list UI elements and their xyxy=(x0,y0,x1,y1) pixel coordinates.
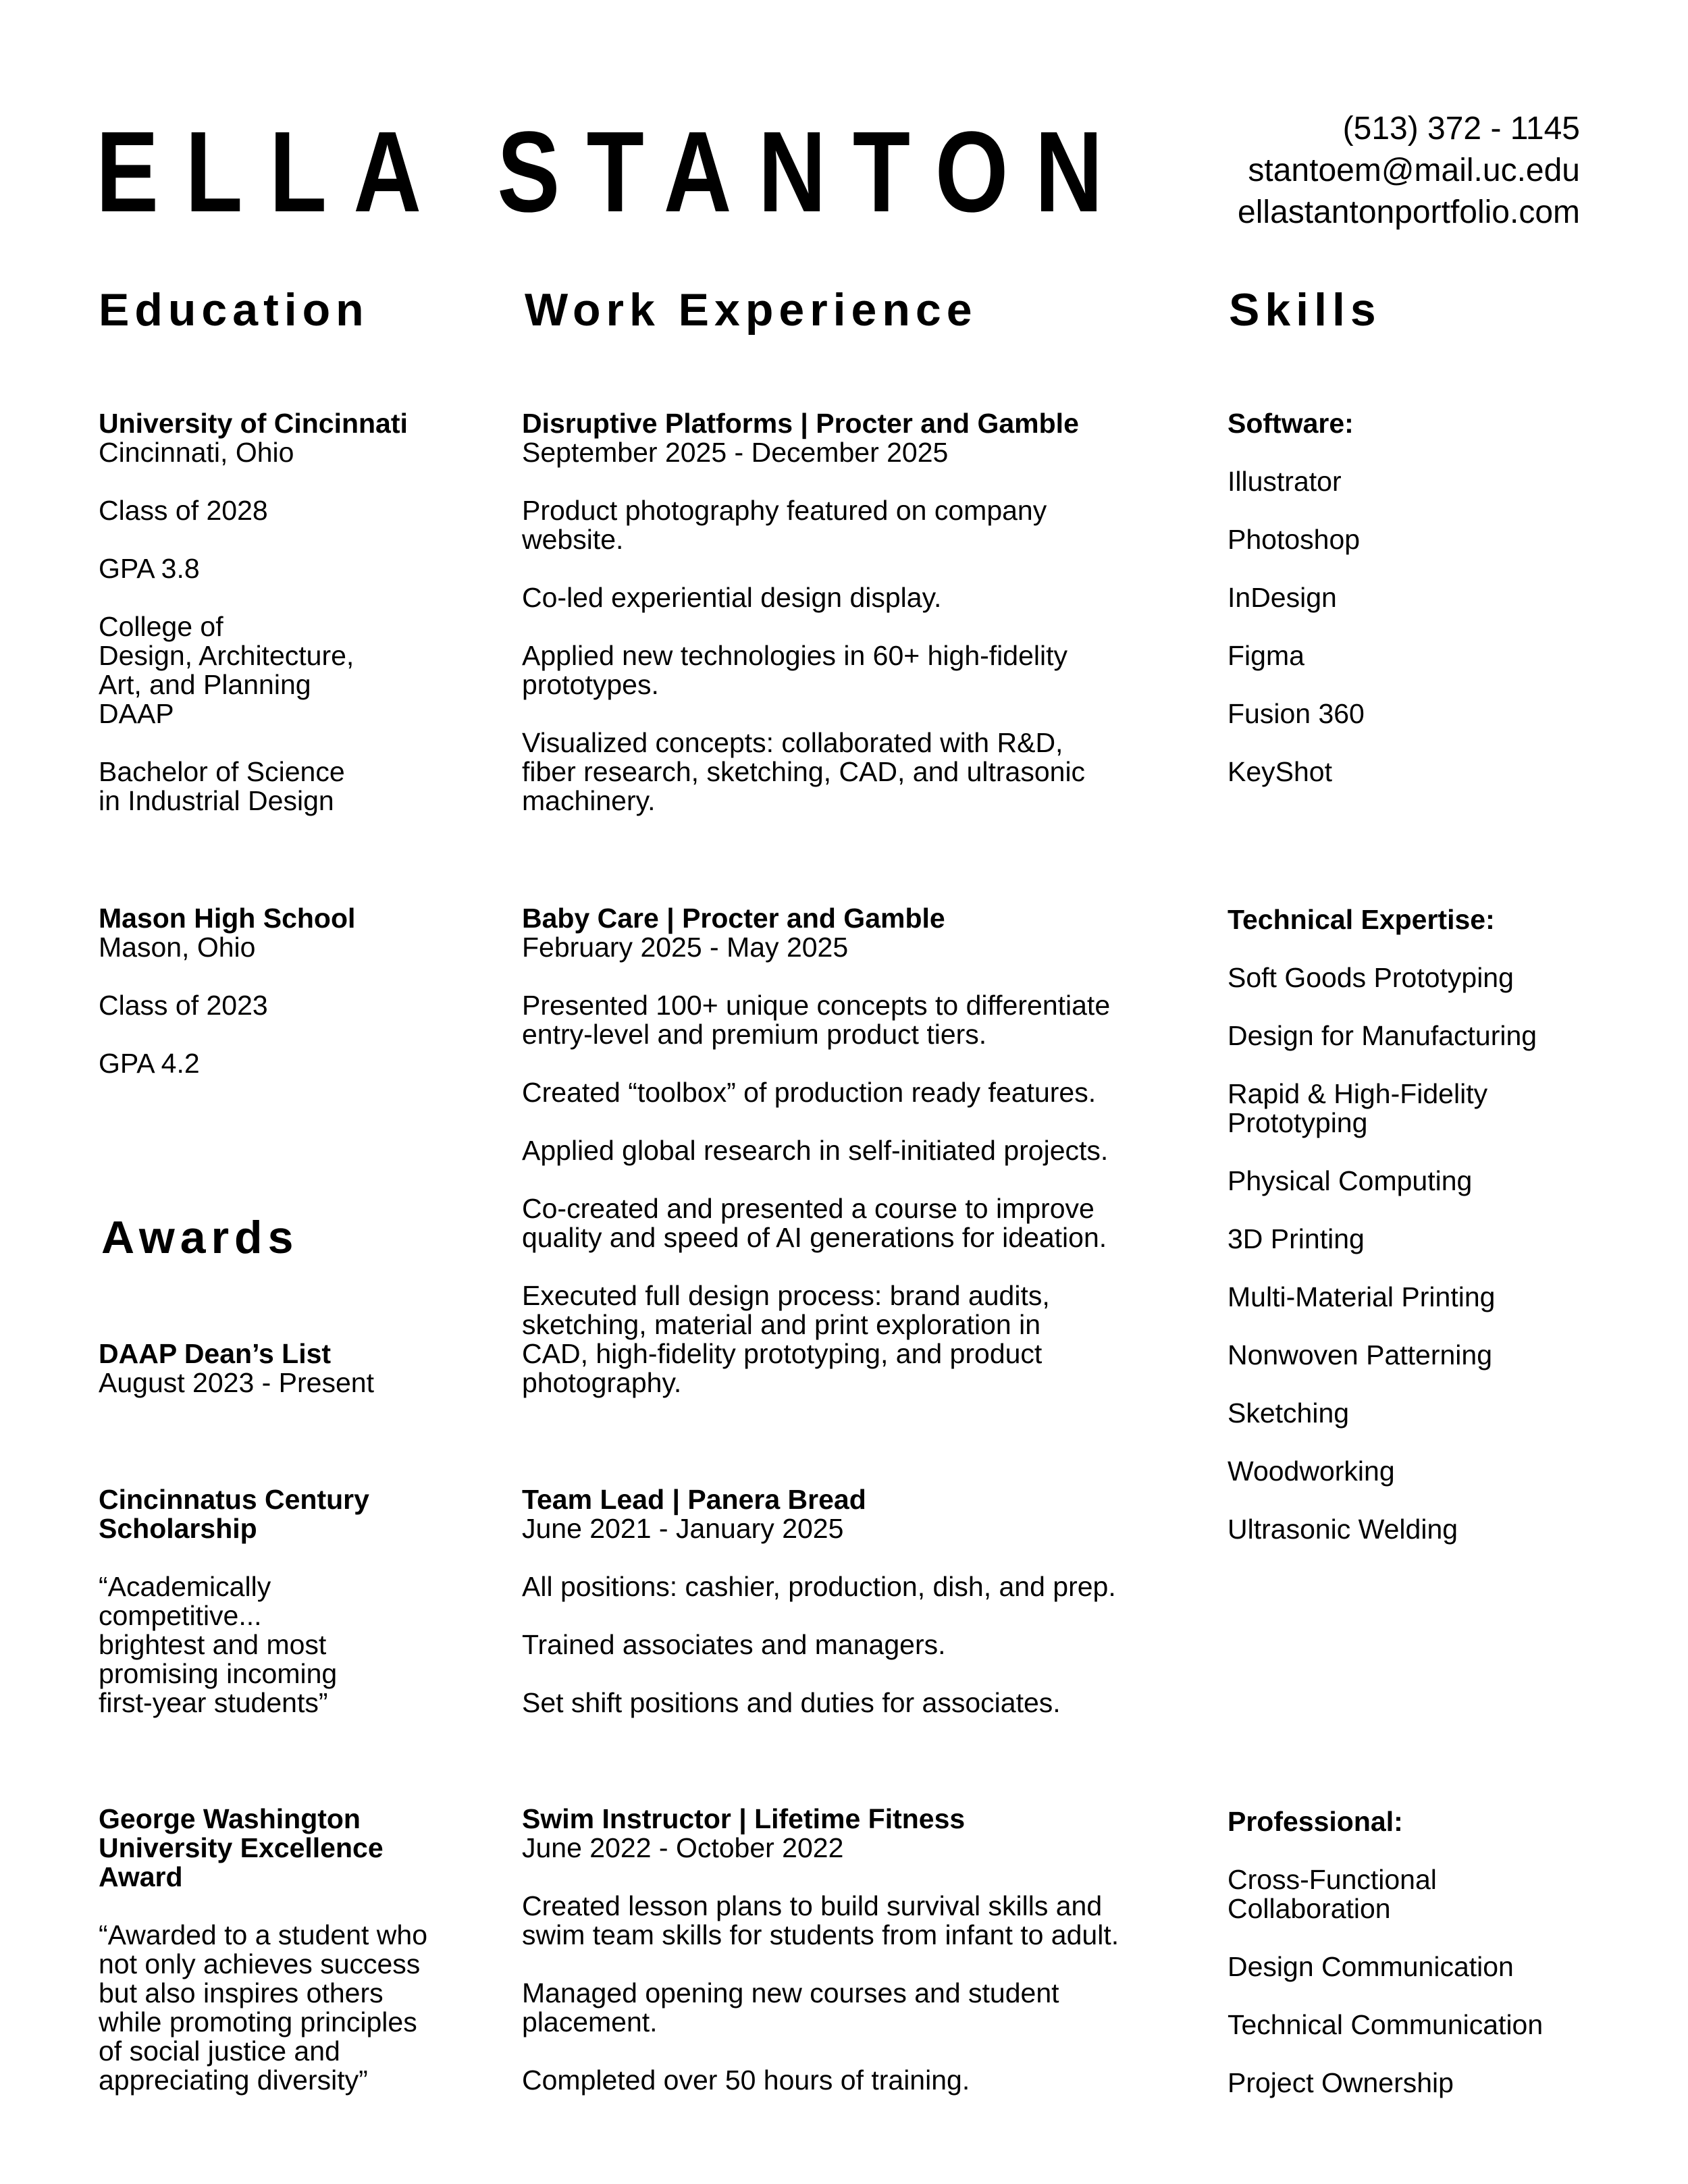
award-entry xyxy=(99,1485,477,1717)
class-year: Class of 2028 xyxy=(99,495,268,526)
bullet-line: machinery. xyxy=(522,785,656,816)
email-address: stantoem@mail.uc.edu xyxy=(1248,153,1580,188)
skill-item: Multi-Material Printing xyxy=(1228,1281,1496,1312)
degree-line: Bachelor of Science xyxy=(99,756,345,787)
section-heading-awards: Awards xyxy=(101,1212,299,1263)
section-heading-skills: Skills xyxy=(1229,284,1381,336)
degree xyxy=(99,757,477,816)
award-entry xyxy=(99,1339,477,1397)
college-name xyxy=(99,612,477,728)
bullet-line: quality and speed of AI generations for ideation. xyxy=(522,1222,1107,1253)
bullet-line: Product photography featured on company xyxy=(522,495,1047,526)
gpa: GPA 4.2 xyxy=(99,1048,200,1079)
portfolio-website: ellastantonportfolio.com xyxy=(1238,194,1580,230)
skills-group-technical xyxy=(1228,905,1606,1573)
bullet-line: Executed full design process: brand audits, xyxy=(522,1280,1050,1311)
quote-line: while promoting principles xyxy=(99,2006,417,2037)
skill-item: Woodworking xyxy=(1228,1456,1395,1487)
award-title-line: Scholarship xyxy=(99,1513,257,1544)
bullet-line: prototypes. xyxy=(522,669,659,700)
bullet-line: Created lesson plans to build survival skills and xyxy=(522,1890,1103,1921)
award-title-line: Cincinnatus Century xyxy=(99,1484,369,1515)
skill-item: Project Ownership xyxy=(1228,2067,1454,2098)
degree-line: in Industrial Design xyxy=(99,785,334,816)
job-bullet: Completed over 50 hours of training. xyxy=(522,2065,970,2096)
skill-item: Technical Communication xyxy=(1228,2009,1544,2040)
job-title: Disruptive Platforms | Procter and Gamble xyxy=(522,408,1079,439)
work-entry xyxy=(522,409,1197,845)
job-bullet xyxy=(522,1892,1197,1950)
phone-number: (513) 372 - 1145 xyxy=(1342,111,1580,147)
bullet-line: Co-created and presented a course to improve xyxy=(522,1193,1094,1224)
skills-heading: Professional: xyxy=(1228,1806,1403,1837)
job-dates: June 2022 - October 2022 xyxy=(522,1832,844,1863)
school-name: University of Cincinnati xyxy=(99,408,408,439)
skill-item xyxy=(1228,1080,1606,1138)
quote-line: “Awarded to a student who xyxy=(99,1919,427,1950)
quote-line: brightest and most xyxy=(99,1629,327,1660)
gpa: GPA 3.8 xyxy=(99,553,200,584)
quote-line: competitive... xyxy=(99,1600,262,1631)
job-bullet: Trained associates and managers. xyxy=(522,1629,946,1660)
award-title xyxy=(99,1805,477,1892)
skills-heading: Technical Expertise: xyxy=(1228,904,1495,935)
award-title: DAAP Dean’s List xyxy=(99,1338,332,1369)
bullet-line: Presented 100+ unique concepts to differentiate xyxy=(522,990,1111,1021)
job-bullet: All positions: cashier, production, dish, and prep. xyxy=(522,1571,1116,1602)
skill-item: Nonwoven Patterning xyxy=(1228,1339,1493,1370)
award-title-line: Award xyxy=(99,1861,183,1892)
college-line: Design, Architecture, xyxy=(99,640,354,671)
job-bullet xyxy=(522,728,1197,816)
bullet-line: placement. xyxy=(522,2006,658,2037)
skills-group-professional xyxy=(1228,1807,1606,2127)
quote-line: not only achieves success xyxy=(99,1948,421,1979)
school-location: Mason, Ohio xyxy=(99,932,256,963)
school-location: Cincinnati, Ohio xyxy=(99,437,294,468)
work-entry xyxy=(522,904,1197,1427)
bullet-line: swim team skills for students from infant to adult. xyxy=(522,1919,1119,1950)
job-title: Swim Instructor | Lifetime Fitness xyxy=(522,1803,966,1834)
quote-line: but also inspires others xyxy=(99,1977,384,2008)
job-bullet: Created “toolbox” of production ready features. xyxy=(522,1077,1097,1108)
skill-item: Sketching xyxy=(1228,1397,1350,1429)
bullet-line: sketching, material and print exploration in xyxy=(522,1309,1041,1340)
section-heading-education: Education xyxy=(99,284,369,336)
college-line: College of xyxy=(99,611,223,642)
skill-item: Physical Computing xyxy=(1228,1165,1473,1196)
resume-name: ELLA STANTON xyxy=(96,108,1130,236)
award-entry xyxy=(99,1805,477,2095)
quote-line: promising incoming xyxy=(99,1658,338,1689)
job-bullet: Set shift positions and duties for associates. xyxy=(522,1687,1061,1718)
skill-item: Ultrasonic Welding xyxy=(1228,1514,1458,1545)
bullet-line: Managed opening new courses and student xyxy=(522,1977,1059,2008)
bullet-line: entry-level and premium product tiers. xyxy=(522,1019,987,1050)
skill-item: KeyShot xyxy=(1228,756,1332,787)
skill-line: Prototyping xyxy=(1228,1107,1368,1138)
skill-item: Design Communication xyxy=(1228,1951,1514,1982)
award-title xyxy=(99,1485,477,1543)
job-bullet xyxy=(522,1979,1197,2037)
award-title-line: University Excellence xyxy=(99,1832,384,1863)
skill-item: Fusion 360 xyxy=(1228,698,1365,729)
skill-item: Figma xyxy=(1228,640,1304,671)
award-dates: August 2023 - Present xyxy=(99,1367,374,1398)
skill-item xyxy=(1228,1865,1606,1923)
work-entry xyxy=(522,1485,1197,1747)
skill-line: Collaboration xyxy=(1228,1893,1391,1924)
job-bullet: Co-led experiential design display. xyxy=(522,582,942,613)
skills-heading: Software: xyxy=(1228,408,1354,439)
bullet-line: website. xyxy=(522,524,624,555)
education-entry xyxy=(99,409,477,845)
job-bullet xyxy=(522,641,1197,699)
skills-group-software xyxy=(1228,409,1606,816)
skill-line: Cross-Functional xyxy=(1228,1864,1437,1895)
section-heading-work-experience: Work Experience xyxy=(525,284,978,336)
award-quote xyxy=(99,1921,477,2095)
skill-item: Design for Manufacturing xyxy=(1228,1020,1537,1051)
skill-item: InDesign xyxy=(1228,582,1337,613)
bullet-line: Applied new technologies in 60+ high-fidelity xyxy=(522,640,1068,671)
skill-item: 3D Printing xyxy=(1228,1223,1365,1254)
award-title-line: George Washington xyxy=(99,1803,361,1834)
job-title: Team Lead | Panera Bread xyxy=(522,1484,866,1515)
college-line: DAAP xyxy=(99,698,174,729)
award-quote xyxy=(99,1572,477,1717)
bullet-line: fiber research, sketching, CAD, and ultrasonic xyxy=(522,756,1086,787)
job-bullet xyxy=(522,496,1197,554)
quote-line: first-year students” xyxy=(99,1687,328,1718)
bullet-line: photography. xyxy=(522,1367,682,1398)
quote-line: appreciating diversity” xyxy=(99,2065,368,2096)
job-bullet: Applied global research in self-initiated projects. xyxy=(522,1135,1109,1166)
job-bullet xyxy=(522,1194,1197,1252)
bullet-line: Visualized concepts: collaborated with R&D, xyxy=(522,727,1063,758)
contact-info xyxy=(1238,108,1580,234)
job-dates: September 2025 - December 2025 xyxy=(522,437,949,468)
bullet-line: CAD, high-fidelity prototyping, and product xyxy=(522,1338,1043,1369)
job-dates: June 2021 - January 2025 xyxy=(522,1513,844,1544)
class-year: Class of 2023 xyxy=(99,990,268,1021)
quote-line: of social justice and xyxy=(99,2035,340,2067)
job-dates: February 2025 - May 2025 xyxy=(522,932,849,963)
quote-line: “Academically xyxy=(99,1571,271,1602)
job-bullet xyxy=(522,991,1197,1049)
job-bullet xyxy=(522,1281,1197,1397)
skill-item: Soft Goods Prototyping xyxy=(1228,962,1514,993)
skill-line: Rapid & High-Fidelity xyxy=(1228,1078,1488,1109)
work-entry xyxy=(522,1805,1197,2124)
education-entry xyxy=(99,904,477,1107)
job-title: Baby Care | Procter and Gamble xyxy=(522,903,945,934)
school-name: Mason High School xyxy=(99,903,356,934)
skill-item: Photoshop xyxy=(1228,524,1361,555)
skill-item: Illustrator xyxy=(1228,466,1342,497)
college-line: Art, and Planning xyxy=(99,669,311,700)
